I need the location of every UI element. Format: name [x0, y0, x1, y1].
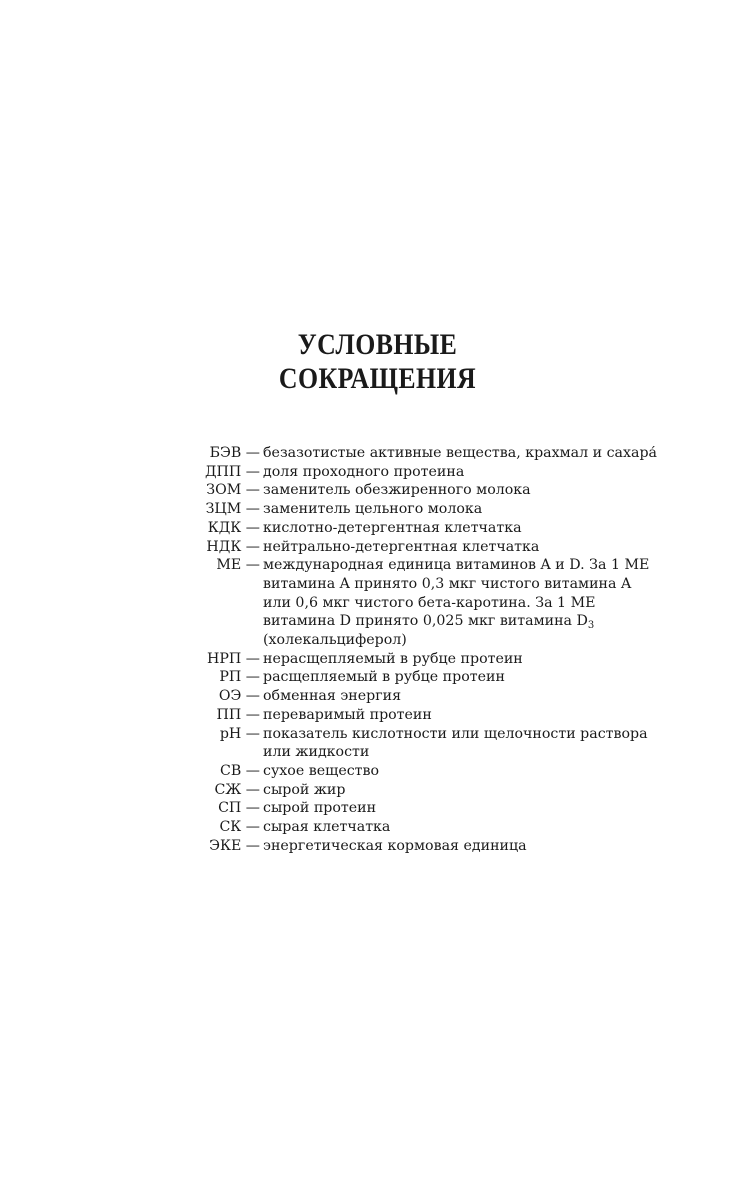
description-line: сырой жир: [263, 781, 346, 798]
abbreviation-term: pH —: [219, 725, 260, 742]
description-line: безазотистые активные вещества, крахмал и сахара́: [263, 445, 658, 461]
abbreviation-term: ЗОМ —: [206, 482, 260, 499]
description-line: заменитель цельного молока: [263, 501, 483, 518]
description-line: витамина A принято 0,3 мкг чистого витамина A: [263, 575, 632, 592]
abbreviation-description: [263, 481, 683, 500]
abbreviation-row-sp: [190, 799, 690, 818]
description-line: или жидкости: [263, 744, 370, 761]
abbreviation-description: [263, 799, 683, 818]
page-title-line-2: СОКРАЩЕНИЯ: [278, 362, 477, 395]
description-line: (холекальциферол): [263, 632, 407, 649]
description-line: [263, 612, 683, 631]
abbreviation-row-ndk: [190, 538, 690, 557]
description-line: кислотно-детергентная клетчатка: [263, 519, 522, 536]
description-line: сырая клетчатка: [263, 819, 391, 836]
abbreviation-row-sv: [190, 762, 690, 781]
abbreviation-row-oe: [190, 687, 690, 706]
abbreviation-term: РП —: [219, 669, 260, 686]
abbreviation-term: НРП —: [207, 650, 260, 667]
abbreviation-term: БЭВ —: [209, 445, 260, 461]
description-line: сырой протеин: [263, 800, 377, 817]
abbreviation-list: [190, 444, 690, 855]
abbreviation-row-me: [190, 556, 690, 650]
description-line: заменитель обезжиренного молока: [263, 482, 531, 499]
abbreviation-term: ЗЦМ —: [205, 501, 260, 518]
abbreviation-term: НДК —: [206, 538, 260, 555]
abbreviation-row-rp: [190, 668, 690, 687]
abbreviation-row-bev: [190, 444, 690, 463]
abbreviation-term: ЭКЕ —: [209, 837, 260, 854]
abbreviation-row-pp: [190, 706, 690, 725]
abbreviation-description: [263, 687, 683, 706]
description-line: нерасщепляемый в рубце протеин: [263, 650, 523, 667]
abbreviation-description: [263, 837, 683, 856]
abbreviation-term: ПП —: [216, 706, 260, 723]
abbreviation-term: ДПП —: [205, 463, 260, 480]
abbreviation-term: СП —: [218, 800, 260, 817]
abbreviation-row-szh: [190, 781, 690, 800]
abbreviation-row-zom: [190, 481, 690, 500]
abbreviation-row-dpp: [190, 463, 690, 482]
description-line-text: витамина D принято 0,025 мкг витамина D: [263, 613, 588, 630]
abbreviation-row-zcm: [190, 500, 690, 519]
abbreviation-description: [263, 538, 683, 557]
abbreviation-description: [263, 519, 683, 538]
abbreviation-description: [263, 444, 683, 463]
abbreviation-term: МЕ —: [216, 557, 260, 574]
abbreviation-row-nrp: [190, 650, 690, 669]
description-line: показатель кислотности или щелочности раствора: [263, 725, 648, 742]
subscript: 3: [587, 620, 595, 632]
description-line: международная единица витаминов A и D. За 1 МЕ: [263, 557, 650, 574]
abbreviation-term: КДК —: [207, 519, 260, 536]
description-line: нейтрально-детергентная клетчатка: [263, 538, 540, 555]
abbreviation-row-kdk: [190, 519, 690, 538]
description-line: сухое вещество: [263, 762, 380, 779]
abbreviation-row-eke: [190, 837, 690, 856]
description-line: энергетическая кормовая единица: [263, 837, 527, 854]
abbreviation-term: СВ —: [220, 762, 260, 779]
description-line: переваримый протеин: [263, 706, 432, 723]
abbreviation-term: СЖ —: [214, 781, 260, 798]
abbreviation-description: [263, 500, 683, 519]
abbreviation-description: [263, 781, 683, 800]
abbreviation-description: [263, 650, 683, 669]
abbreviation-description: [263, 706, 683, 725]
abbreviation-term: ОЭ —: [218, 688, 260, 705]
abbreviation-description: [263, 725, 683, 762]
description-line: расщепляемый в рубце протеин: [263, 669, 505, 686]
abbreviation-row-ph: [190, 725, 690, 762]
abbreviation-description: [263, 556, 683, 650]
page-title-line-1: УСЛОВНЫЕ: [297, 328, 458, 361]
abbreviation-term: СК —: [219, 819, 260, 836]
description-line: доля проходного протеина: [263, 463, 465, 480]
abbreviation-description: [263, 668, 683, 687]
description-line: обменная энергия: [263, 688, 402, 705]
abbreviation-description: [263, 463, 683, 482]
description-line: или 0,6 мкг чистого бета-каротина. За 1 МЕ: [263, 594, 596, 611]
abbreviation-row-sk: [190, 818, 690, 837]
page-title: [53, 328, 702, 396]
abbreviation-description: [263, 762, 683, 781]
abbreviation-description: [263, 818, 683, 837]
